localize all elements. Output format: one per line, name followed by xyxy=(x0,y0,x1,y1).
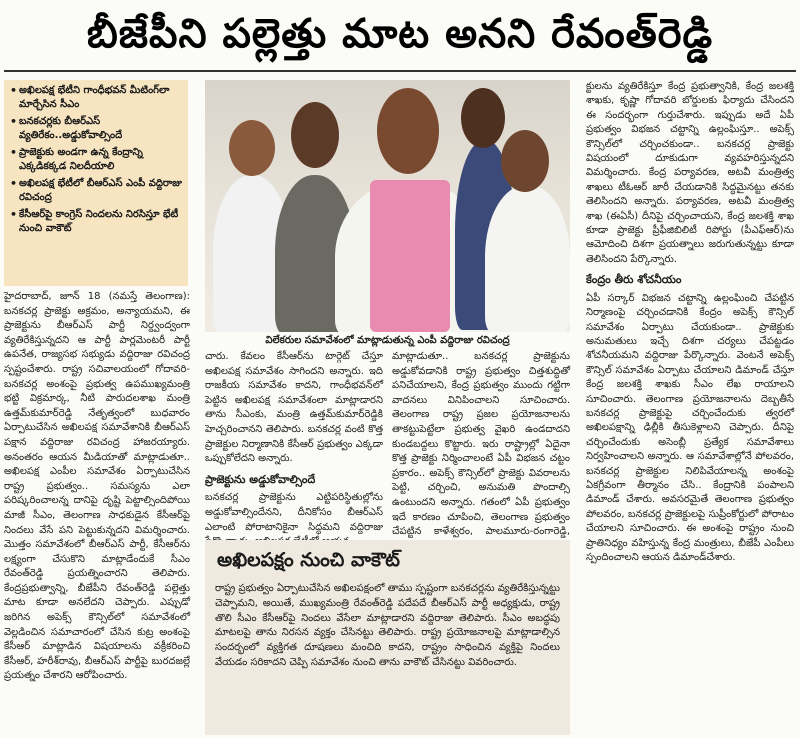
person-head xyxy=(291,102,339,168)
box-text: రాష్ట్ర ప్రభుత్వం ఏర్పాటుచేసిన అఖిలపక్షంలో తాము స్పష్టంగా బనకచర్లను వ్యతిరేకిస్తున్నట్టు చెప్పామని, అయితే, ముఖ్యమంత్రి రేవంత్‌రెడ్డి పదేపదే బీఆర్‌ఎస్ పార్టీ అధ్యక్షుడు, రాష్ట్ర తొలి సీఎం కేసీఆర్‌పై నిందలు వేసేలా మాట్లాడారని వద్దిరాజు తెలిపారు. సీఎం అబద్ధపు మాటలపై తాను నిరసన వ్యక్తం చేసినట్టు తెలిపారు. రాష్ట్ర ప్రయోజనాలపై మాట్లాడాల్సిన సందర్భంలో వ్యక్తిగత దూషణలు మంచిది కాదని, రాష్ట్రం సాధించిన వ్యక్తిపై నిందలు వేయడం సరికాదని చెప్పి సమావేశం నుంచి తాను వాకౌట్ చేసినట్టు వివరించారు. xyxy=(205,580,570,735)
article-text: క్టులను వ్యతిరేకిస్తూ కేంద్ర ప్రభుత్వానికి, కేంద్ర జలశక్తి శాఖకు, కృష్ణా గోదావరి బోర్డులకు ఫిర్యాదు చేసిందని ఈ సందర్భంగా గుర్తుచేశారు. ఇప్పుడు అదే ఏపీ ప్రభుత్వం విభజన చట్టాన్ని ఉల్లంఘిస్తూ.. అపెక్స్ కౌన్సిల్‌లో చర్చించకుండా.. బనకచర్ల ప్రాజెక్టు విషయంలో దూకుడుగా వ్యవహరిస్తున్నదని విమర్శించారు. కేంద్ర పర్యావరణ, అటవీ మంత్రిత్వ శాఖలు టీఓఆర్ జారీ చేయడానికి సిద్ధమైనట్టు తనకు తెలిసిందని అన్నారు. పర్యావరణ, అటవీ మంత్రిత్వ శాఖ (ఈఏసీ) దీనిపై చర్చించాయని, కేంద్ర జలశక్తి శాఖ కూడా ప్రాజెక్టు ప్రీఫీజిబిలిటీ రిపోర్టు (పీఎఫ్‌ఆర్)ను ఆమోదించి దిశగా ప్రయత్నాలు జరుగుతున్నట్టు కూడా తెలిసిందని పేర్కొన్నారు. xyxy=(586,81,794,265)
highlights-box xyxy=(4,80,188,286)
person-figure xyxy=(485,185,570,332)
subheading: ప్రాజెక్టును అడ్డుకోవాల్సిందే xyxy=(205,472,316,486)
headline-rule xyxy=(4,70,796,72)
person-head xyxy=(229,120,275,176)
pink-scarf xyxy=(370,180,450,332)
news-photo xyxy=(205,80,570,332)
article-column-3 xyxy=(392,350,570,554)
photo-caption: విలేకరుల సమావేశంలో మాట్లాడుతున్న ఎంపీ వద్దిరాజు రవిచంద్ర xyxy=(265,335,510,346)
highlight-item: • ప్రాజెక్టుకు అండగా ఉన్న కేంద్రాన్ని ఎక్కడికక్కడ నిలదీయాలి xyxy=(10,146,182,173)
person-head xyxy=(377,88,439,174)
article-column-4 xyxy=(586,80,794,565)
highlight-item: • అఖిలపక్ష భేటీలో బీఆర్‌ఎస్ ఎంపీ వద్దిరాజు రవిచంద్ర xyxy=(10,177,182,204)
headline: బీజేపీని పల్లెత్తు మాట అనని రేవంత్‌రెడ్డి xyxy=(86,11,714,57)
article-text: చారు. కేవలం కేసీఆర్‌ను టార్గెట్ చేస్తూ అఖిలపక్ష సమావేశం సాగిందని అన్నారు. ఇది రాజకీయ సమావేశం కాదని, గాంధీభవన్‌లో పెట్టిన అఖిలపక్ష సమావేశంలా మాట్లాడారని తాను సీఎంకు, మంత్రి ఉత్తమ్‌కుమార్‌రెడ్డికి హెచ్చరించానని తెలిపారు. బనకచర్ల వంటి కొత్త ప్రాజెక్టుల నిర్మాణానికి కేసీఆర్ ప్రభుత్వం ఎక్కడా ఒప్పుకోలేదని అన్నారు. xyxy=(205,351,383,465)
person-head xyxy=(501,130,549,192)
article-text: ఏపీ సర్కార్ విభజన చట్టాన్ని ఉల్లంఘించి చేపట్టిన నిర్మాణంపై చర్చించడానికి కేంద్రం అపెక్స్ కౌన్సిల్ సమావేశం ఏర్పాటు చేయకుండా.. ప్రాజెక్టుకు అనుమతులు ఇచ్చే దిశగా చర్యలు చేపట్టడం శోచనీయమని వద్దిరాజు పేర్కొన్నారు. వెంటనే అపెక్స్ కౌన్సిల్ సమావేశం ఏర్పాటు చేయాలని డిమాండ్ చేస్తూ కేంద్ర జలశక్తి శాఖకు సీఎం లేఖ రాయాలని సూచించారు. తెలంగాణ ప్రయోజనాలను దెబ్బతీసే బనకచర్ల ప్రాజెక్టుపై చర్చించేందుకు త్వరలో అఖిలపక్షాన్ని ఢిల్లీకి తీసుకెళ్లాలని చెప్పారు. దీనిపై చర్చించేందుకు అసెంబ్లీ ప్రత్యేక సమావేశాలు నిర్వహించాలని అన్నారు. ఆ సమావేశాల్లోనే పోలవరం, బనకచర్ల ప్రాజెక్టుల నిలిపివేయాలన్న అంశంపై ఏకగ్రీవంగా తీర్మానం చేసి.. కేంద్రానికి పంపాలని డిమాండ్ చేశారు. అవసరమైతే తెలంగాణ ప్రభుత్వం పోలవరం, బనకచర్ల ప్రాజెక్టులపై సుప్రీంకోర్టులో పోరాటం చేయాలని సూచించారు. ఈ అంశంపై రాష్ట్రం నుంచి ప్రాతినిధ్యం వహిస్తున్న కేంద్ర మంత్రులు, బీజేపీ ఎంపీలు స్పందించాలని ఆయన డిమాండ్‌చేశారు. xyxy=(586,292,794,563)
article-text: బనకచర్ల ప్రాజెక్టును ఎట్టిపరిస్థితుల్లోను అడ్డుకోవాల్సిందేనని, దీనికోసం బీఆర్‌ఎస్ ఎలాంటి పోరాటానికైనా సిద్ధమని వద్దిరాజు xyxy=(205,492,383,533)
article-text: మాట్లాడుతూ.. బనకచర్ల ప్రాజెక్టును అడ్డుకోవడానికి రాష్ట్ర ప్రభుత్వం చిత్తశుద్ధితో పనిచేయాలని, కేంద్ర ప్రభుత్వం ముందు గట్టిగా వాదనలు వినిపించాలని సూచించారు. తెలంగాణ రాష్ట్ర ప్రజల ప్రయోజనాలను తాకట్టుపెట్టేలా ప్రభుత్వ వైఖరి ఉండదాదని కుండబద్దలు కొట్టారు. ఇరు రాష్ట్రాల్లో ఏదైనా కొత్త ప్రాజెక్టు నిర్మించాలంటే ఏపీ విభజన చట్టం ప్రకారం.. అపెక్స్ కౌన్సిల్‌లో ప్రాజెక్టు వివరాలను పెట్టి, చర్చించి, అనుమతి పొందాల్సి ఉంటుందని అన్నారు. గతంలో ఏపీ ప్రభుత్వం ఇదే కారణం చూపించి, తెలంగాణ ప్రభుత్వం చేపట్టిన కాళేశ్వరం, పాలమూరు-రంగారెడ్డి, xyxy=(392,351,570,538)
highlight-item: • కేసీఆర్‌పై కాంగ్రెస్ నిందలను నిరసిస్తూ భేటీ నుంచి వాకౌట్ xyxy=(10,208,182,235)
article-column-1 xyxy=(4,290,190,684)
subheading: కేంద్రం తీరు శోచనీయం xyxy=(586,273,682,287)
highlight-item: • అఖిలపక్ష భేటీని గాంధీభవన్ మీటింగ్‌లా మార్చేసిన సీఎం xyxy=(10,84,182,111)
article-column-2 xyxy=(205,350,383,550)
highlight-item: • బనకచర్లకు బీఆర్‌ఎస్ వ్యతిరేకం..అడ్డుకోవాల్సిందే xyxy=(10,115,182,142)
person-head xyxy=(461,88,505,148)
box-heading: అఖిలపక్షం నుంచి వాకౌట్ xyxy=(205,540,570,580)
article-text: హైదరాబాద్, జూన్ 18 (నమస్తే తెలంగాణ): బనకచర్ల ప్రాజెక్టు అక్రమం, అన్యాయమని, ఈ ప్రాజెక్టును బీఆర్‌ఎస్ పార్టీ నిర్ద్వంద్వంగా వ్యతిరేకిస్తున్నదని ఆ పార్టీ పార్లమెంటరీ పార్టీ ఉపనేత, రాజ్యసభ సభ్యుడు వద్దిరాజు రవిచంద్ర స్పష్టంచేశారు. రాష్ట్ర సచివాలయంలో గోదావరి-బనకచర్ల అంశంపై ప్రభుత్వ ఉపముఖ్యమంత్రి భట్టి విక్రమార్క, నీటి పారుదలశాఖ మంత్రి ఉత్తమ్‌కుమార్‌రెడ్డి నేతృత్వంలో బుధవారం ఏర్పాటుచేసిన అఖిలపక్ష సమావేశానికి బీఆర్‌ఎస్ పక్షాన వద్దిరాజు రవిచంద్ర హాజరయ్యారు. అనంతరం ఆయన మీడియాతో మాట్లాడుతూ.. అఖిలపక్ష ఎంపీల సమావేశం ఏర్పాటుచేసిన రాష్ట్ర ప్రభుత్వం.. సమస్యను ఎలా పరిష్కరించాలన్న దానిపై దృష్టి పెట్టాల్సిందిపోయి మాజీ సీఎం, తెలంగాణ సాధకుడైన కేసీఆర్‌పై నిందలు వేసే పని పెట్టుకున్నదని విమర్శించారు. మొత్తం సమావేశంలో బీఆర్‌ఎస్ పార్టీ, కేసీఆర్‌ను లక్ష్యంగా చేసుకొని మాట్లాడేందుకే సీఎం రేవంత్‌రెడ్డి ప్రయత్నించారని తెలిపారు. కేంద్రప్రభుత్వాన్ని, బీజేపీని రేవంత్‌రెడ్డి పల్లెత్తు మాట కూడా అనలేదని చెప్పారు. ఎప్పుడో జరిగిన అపెక్స్ కౌన్సిల్‌లో సమావేశంలో వెల్లడించిన సమాచారంలో చేసిన కుట్ర అంశంపై కేసీఆర్ మాట్లాడిన విషయాలను వక్రీకరించి కేసీఆర్, హరీశ్‌రావు, బీఆర్‌ఎస్ పార్టీపై బురదజల్లే ప్రయత్నం చేశారని ఆరోపించారు. xyxy=(4,291,190,682)
